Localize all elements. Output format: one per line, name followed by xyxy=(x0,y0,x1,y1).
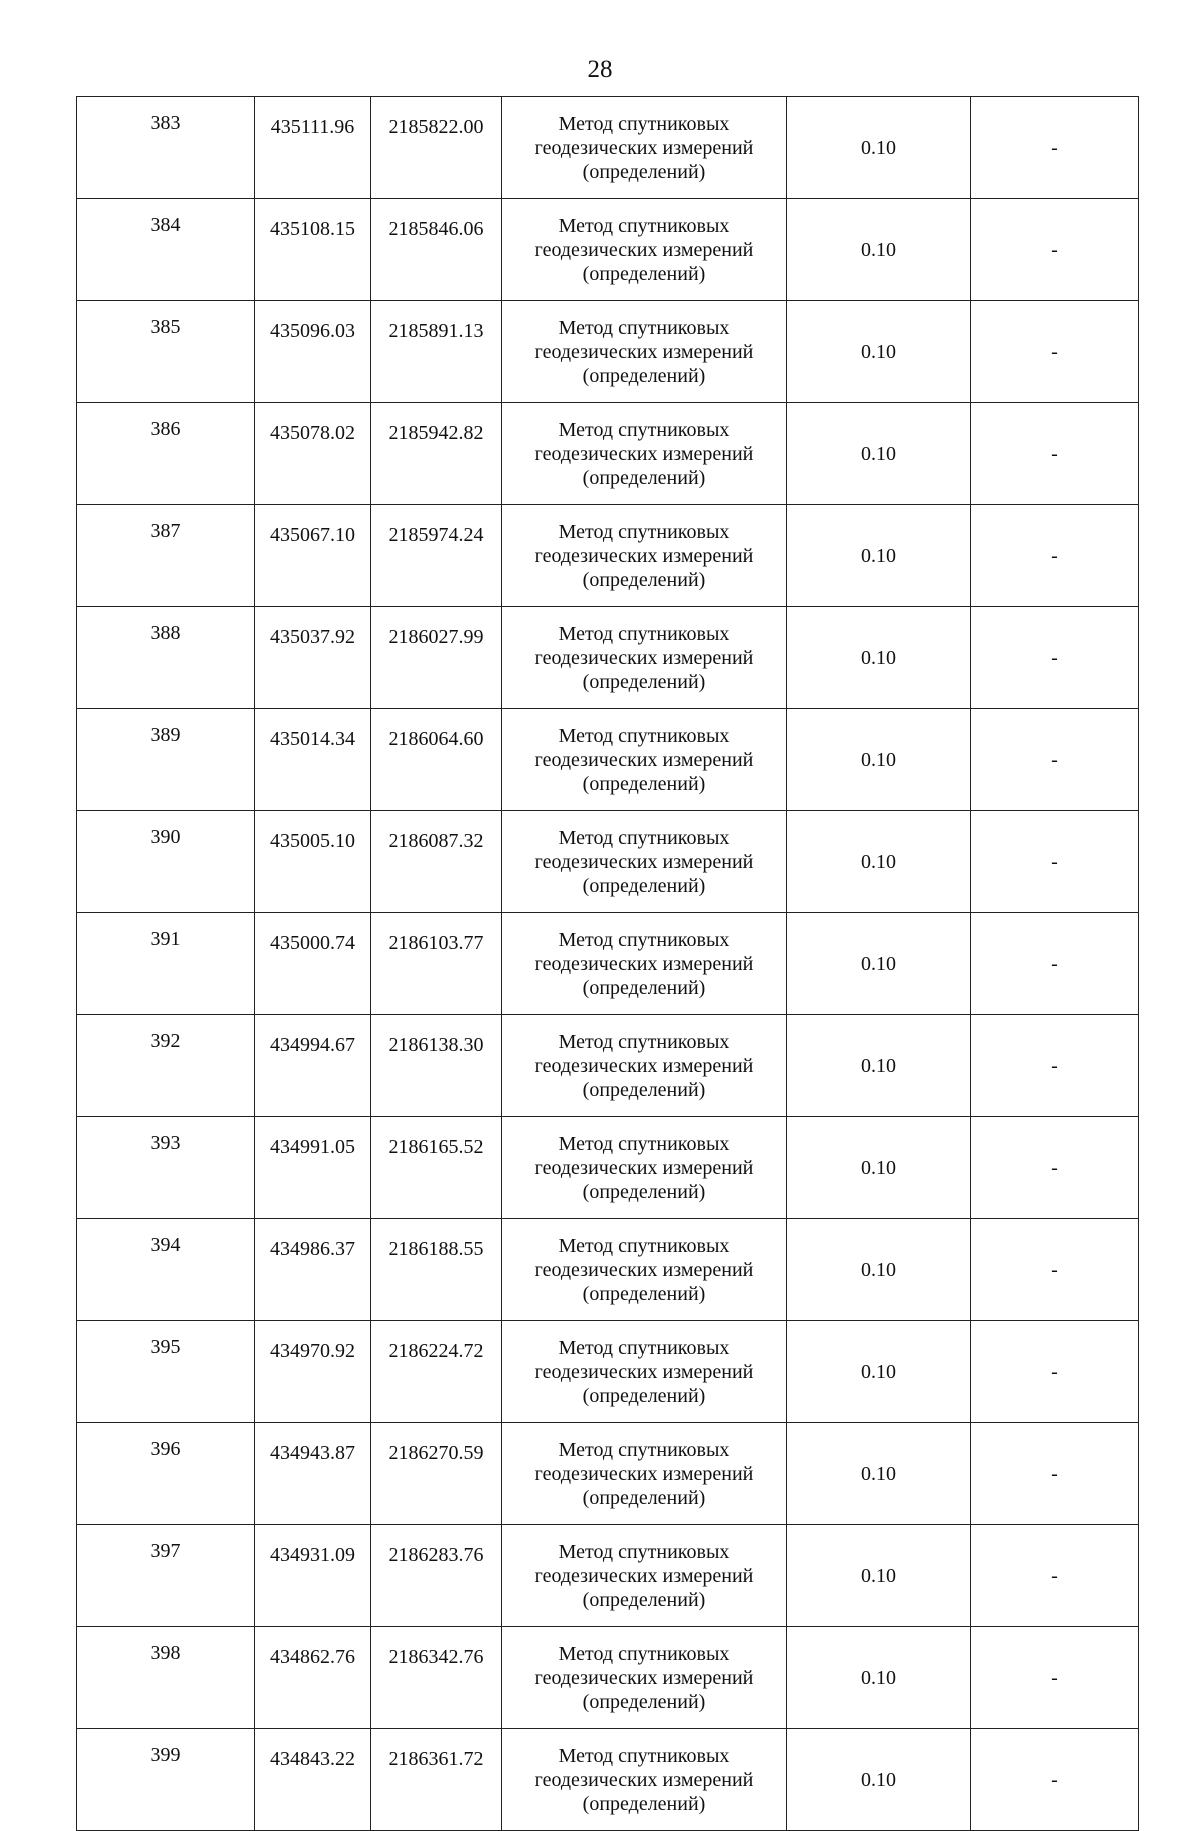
extra-cell: - xyxy=(971,1729,1139,1831)
point-number-cell: 389 xyxy=(77,709,255,811)
method-line-2: геодезических измерений xyxy=(534,1360,754,1383)
point-number-cell: 392 xyxy=(77,1015,255,1117)
x-coordinate-cell: 435067.10 xyxy=(255,505,371,607)
method-cell xyxy=(502,1525,787,1627)
table-row xyxy=(77,199,1139,301)
accuracy-cell: 0.10 xyxy=(787,607,971,709)
x-coordinate-cell: 434931.09 xyxy=(255,1525,371,1627)
point-number-cell: 384 xyxy=(77,199,255,301)
x-coordinate-cell: 435005.10 xyxy=(255,811,371,913)
table-row xyxy=(77,301,1139,403)
x-coordinate-cell: 434843.22 xyxy=(255,1729,371,1831)
y-coordinate-cell: 2186188.55 xyxy=(371,1219,502,1321)
accuracy-cell: 0.10 xyxy=(787,1117,971,1219)
method-line-2: геодезических измерений xyxy=(534,544,754,567)
y-coordinate-cell: 2185974.24 xyxy=(371,505,502,607)
method-line-2: геодезических измерений xyxy=(534,646,754,669)
method-line-3: (определений) xyxy=(582,1486,706,1509)
extra-cell: - xyxy=(971,97,1139,199)
point-number-cell: 387 xyxy=(77,505,255,607)
method-line-1: Метод спутниковых xyxy=(558,418,730,441)
point-number-cell: 390 xyxy=(77,811,255,913)
method-cell xyxy=(502,97,787,199)
method-cell xyxy=(502,811,787,913)
method-cell xyxy=(502,1117,787,1219)
point-number-cell: 383 xyxy=(77,97,255,199)
method-cell xyxy=(502,913,787,1015)
method-line-3: (определений) xyxy=(582,568,706,591)
table-row xyxy=(77,403,1139,505)
method-line-3: (определений) xyxy=(582,1792,706,1815)
y-coordinate-cell: 2186342.76 xyxy=(371,1627,502,1729)
method-line-1: Метод спутниковых xyxy=(558,214,730,237)
x-coordinate-cell: 434862.76 xyxy=(255,1627,371,1729)
method-line-3: (определений) xyxy=(582,1078,706,1101)
y-coordinate-cell: 2186064.60 xyxy=(371,709,502,811)
method-line-2: геодезических измерений xyxy=(534,1564,754,1587)
method-line-1: Метод спутниковых xyxy=(558,724,730,747)
accuracy-cell: 0.10 xyxy=(787,811,971,913)
method-line-1: Метод спутниковых xyxy=(558,1336,730,1359)
extra-cell: - xyxy=(971,403,1139,505)
y-coordinate-cell: 2186361.72 xyxy=(371,1729,502,1831)
point-number-cell: 394 xyxy=(77,1219,255,1321)
method-line-3: (определений) xyxy=(582,1690,706,1713)
point-number-cell: 393 xyxy=(77,1117,255,1219)
method-line-3: (определений) xyxy=(582,466,706,489)
method-line-1: Метод спутниковых xyxy=(558,1438,730,1461)
extra-cell: - xyxy=(971,199,1139,301)
method-line-1: Метод спутниковых xyxy=(558,1540,730,1563)
extra-cell: - xyxy=(971,1423,1139,1525)
point-number-cell: 385 xyxy=(77,301,255,403)
y-coordinate-cell: 2186027.99 xyxy=(371,607,502,709)
method-cell xyxy=(502,1729,787,1831)
method-line-3: (определений) xyxy=(582,262,706,285)
method-line-2: геодезических измерений xyxy=(534,442,754,465)
method-line-2: геодезических измерений xyxy=(534,1156,754,1179)
y-coordinate-cell: 2186270.59 xyxy=(371,1423,502,1525)
y-coordinate-cell: 2186103.77 xyxy=(371,913,502,1015)
y-coordinate-cell: 2186224.72 xyxy=(371,1321,502,1423)
y-coordinate-cell: 2186138.30 xyxy=(371,1015,502,1117)
table-row xyxy=(77,1015,1139,1117)
method-line-2: геодезических измерений xyxy=(534,1666,754,1689)
point-number-cell: 396 xyxy=(77,1423,255,1525)
table-row xyxy=(77,97,1139,199)
table-row xyxy=(77,607,1139,709)
method-cell xyxy=(502,709,787,811)
accuracy-cell: 0.10 xyxy=(787,403,971,505)
y-coordinate-cell: 2185942.82 xyxy=(371,403,502,505)
extra-cell: - xyxy=(971,505,1139,607)
table-row xyxy=(77,913,1139,1015)
point-number-cell: 395 xyxy=(77,1321,255,1423)
method-line-3: (определений) xyxy=(582,670,706,693)
method-line-3: (определений) xyxy=(582,1588,706,1611)
extra-cell: - xyxy=(971,1117,1139,1219)
method-line-3: (определений) xyxy=(582,364,706,387)
table-row xyxy=(77,1423,1139,1525)
x-coordinate-cell: 434994.67 xyxy=(255,1015,371,1117)
accuracy-cell: 0.10 xyxy=(787,301,971,403)
method-line-2: геодезических измерений xyxy=(534,748,754,771)
method-line-3: (определений) xyxy=(582,1282,706,1305)
accuracy-cell: 0.10 xyxy=(787,97,971,199)
table-row xyxy=(77,1321,1139,1423)
method-cell xyxy=(502,403,787,505)
accuracy-cell: 0.10 xyxy=(787,913,971,1015)
method-line-1: Метод спутниковых xyxy=(558,520,730,543)
table-row xyxy=(77,1219,1139,1321)
method-line-2: геодезических измерений xyxy=(534,952,754,975)
table-row xyxy=(77,1525,1139,1627)
table-row xyxy=(77,1117,1139,1219)
x-coordinate-cell: 435111.96 xyxy=(255,97,371,199)
method-cell xyxy=(502,199,787,301)
point-number-cell: 388 xyxy=(77,607,255,709)
accuracy-cell: 0.10 xyxy=(787,1321,971,1423)
table-row xyxy=(77,1627,1139,1729)
table-row xyxy=(77,505,1139,607)
y-coordinate-cell: 2186087.32 xyxy=(371,811,502,913)
page-number: 28 xyxy=(587,56,613,83)
extra-cell: - xyxy=(971,1219,1139,1321)
method-line-3: (определений) xyxy=(582,160,706,183)
method-line-2: геодезических измерений xyxy=(534,850,754,873)
method-line-2: геодезических измерений xyxy=(534,1462,754,1485)
accuracy-cell: 0.10 xyxy=(787,1423,971,1525)
extra-cell: - xyxy=(971,1525,1139,1627)
accuracy-cell: 0.10 xyxy=(787,1525,971,1627)
accuracy-cell: 0.10 xyxy=(787,199,971,301)
x-coordinate-cell: 435078.02 xyxy=(255,403,371,505)
point-number-cell: 386 xyxy=(77,403,255,505)
y-coordinate-cell: 2185822.00 xyxy=(371,97,502,199)
coordinates-table xyxy=(76,96,1139,1831)
method-cell xyxy=(502,1015,787,1117)
extra-cell: - xyxy=(971,709,1139,811)
extra-cell: - xyxy=(971,811,1139,913)
accuracy-cell: 0.10 xyxy=(787,1729,971,1831)
method-line-2: геодезических измерений xyxy=(534,340,754,363)
accuracy-cell: 0.10 xyxy=(787,1015,971,1117)
method-line-2: геодезических измерений xyxy=(534,136,754,159)
extra-cell: - xyxy=(971,1627,1139,1729)
point-number-cell: 399 xyxy=(77,1729,255,1831)
x-coordinate-cell: 434943.87 xyxy=(255,1423,371,1525)
method-line-3: (определений) xyxy=(582,976,706,999)
extra-cell: - xyxy=(971,301,1139,403)
x-coordinate-cell: 435108.15 xyxy=(255,199,371,301)
method-line-1: Метод спутниковых xyxy=(558,1642,730,1665)
method-line-1: Метод спутниковых xyxy=(558,1132,730,1155)
x-coordinate-cell: 434986.37 xyxy=(255,1219,371,1321)
method-cell xyxy=(502,1627,787,1729)
method-line-1: Метод спутниковых xyxy=(558,928,730,951)
method-line-1: Метод спутниковых xyxy=(558,1744,730,1767)
point-number-cell: 398 xyxy=(77,1627,255,1729)
x-coordinate-cell: 435096.03 xyxy=(255,301,371,403)
method-cell xyxy=(502,607,787,709)
extra-cell: - xyxy=(971,607,1139,709)
point-number-cell: 391 xyxy=(77,913,255,1015)
method-line-2: геодезических измерений xyxy=(534,1258,754,1281)
x-coordinate-cell: 434991.05 xyxy=(255,1117,371,1219)
method-line-3: (определений) xyxy=(582,1384,706,1407)
x-coordinate-cell: 434970.92 xyxy=(255,1321,371,1423)
method-line-3: (определений) xyxy=(582,1180,706,1203)
method-line-3: (определений) xyxy=(582,772,706,795)
x-coordinate-cell: 435000.74 xyxy=(255,913,371,1015)
method-line-1: Метод спутниковых xyxy=(558,826,730,849)
coordinates-table-body xyxy=(77,97,1139,1831)
y-coordinate-cell: 2186283.76 xyxy=(371,1525,502,1627)
method-cell xyxy=(502,301,787,403)
point-number-cell: 397 xyxy=(77,1525,255,1627)
method-line-2: геодезических измерений xyxy=(534,1768,754,1791)
method-cell xyxy=(502,505,787,607)
y-coordinate-cell: 2186165.52 xyxy=(371,1117,502,1219)
table-row xyxy=(77,811,1139,913)
method-line-3: (определений) xyxy=(582,874,706,897)
method-line-1: Метод спутниковых xyxy=(558,1234,730,1257)
y-coordinate-cell: 2185891.13 xyxy=(371,301,502,403)
x-coordinate-cell: 435037.92 xyxy=(255,607,371,709)
y-coordinate-cell: 2185846.06 xyxy=(371,199,502,301)
method-cell xyxy=(502,1423,787,1525)
accuracy-cell: 0.10 xyxy=(787,1627,971,1729)
method-line-1: Метод спутниковых xyxy=(558,1030,730,1053)
extra-cell: - xyxy=(971,1321,1139,1423)
method-line-1: Метод спутниковых xyxy=(558,316,730,339)
method-line-1: Метод спутниковых xyxy=(558,112,730,135)
method-line-2: геодезических измерений xyxy=(534,1054,754,1077)
method-cell xyxy=(502,1321,787,1423)
table-row xyxy=(77,709,1139,811)
table-row xyxy=(77,1729,1139,1831)
method-line-1: Метод спутниковых xyxy=(558,622,730,645)
method-cell xyxy=(502,1219,787,1321)
accuracy-cell: 0.10 xyxy=(787,709,971,811)
extra-cell: - xyxy=(971,1015,1139,1117)
x-coordinate-cell: 435014.34 xyxy=(255,709,371,811)
extra-cell: - xyxy=(971,913,1139,1015)
accuracy-cell: 0.10 xyxy=(787,505,971,607)
accuracy-cell: 0.10 xyxy=(787,1219,971,1321)
method-line-2: геодезических измерений xyxy=(534,238,754,261)
